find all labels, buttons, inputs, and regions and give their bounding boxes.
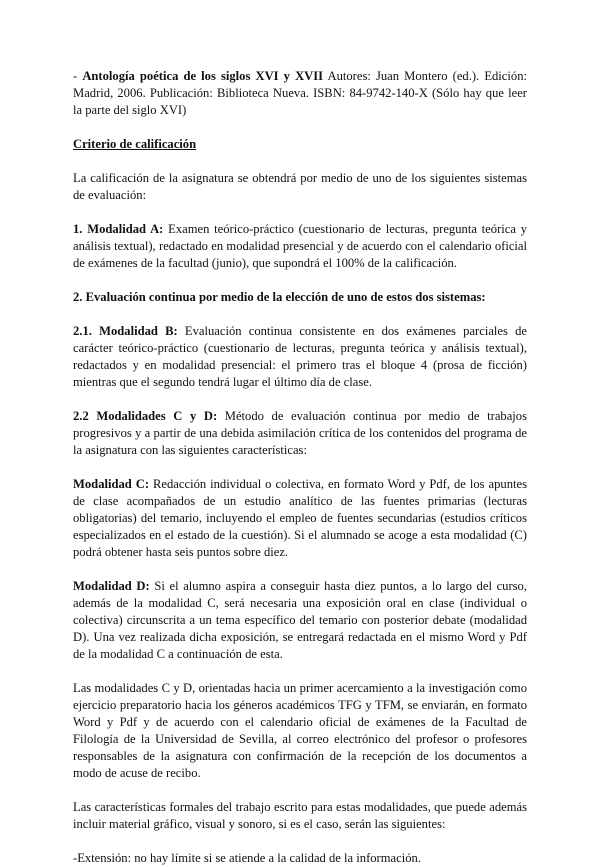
bibliography-dash: -	[73, 69, 83, 83]
modalidades-cd-paragraph	[73, 408, 527, 459]
modalidad-a-text: Examen teórico-práctico (cuestionario de lecturas, pregunta teórica y análisis textual), redactado en modalidad presencial y de acuerdo con el calendario oficial de exámenes de la facultad (junio), que supondrá el 100% de la calificación.	[73, 222, 527, 270]
modalidad-d-text: Si el alumno aspira a conseguir hasta diez puntos, a lo largo del curso, además de la modalidad C, será necesaria una exposición oral en clase (individual o colectiva) circunscrita a un tema específico del temario con posterior debate (modalidad D). Una vez realizada dicha exposición, se entregará redactada en el mismo Word y Pdf de la modalidad C a continuación de esta.	[73, 579, 527, 661]
modalidad-b-paragraph	[73, 323, 527, 391]
modalidad-b-text: Evaluación continua consistente en dos exámenes parciales de carácter teórico-práctico (cuestionario de lecturas, pregunta teórica y análisis textual), redactados y en modalidad presencial: el primero tras el bloque 4 (prosa de ficción) mientras que el segundo tendrá lugar el último día de clase.	[73, 324, 527, 389]
modalidad-a-label: 1. Modalidad A:	[73, 222, 164, 236]
bibliography-entry	[73, 68, 527, 119]
modalidades-cd-text: Método de evaluación continua por medio de trabajos progresivos y a partir de una debida asimilación crítica de los contenidos del programa de la asignatura con las siguientes características:	[73, 409, 527, 457]
bibliography-details: Autores: Juan Montero (ed.). Edición: Madrid, 2006. Publicación: Biblioteca Nueva. ISBN: 84-9742-140-X (Sólo hay que leer la parte del siglo XVI)	[73, 69, 527, 117]
modalidad-c-paragraph	[73, 476, 527, 561]
modalidad-a-paragraph	[73, 221, 527, 272]
formal-characteristics-paragraph: Las características formales del trabajo escrito para estas modalidades, que puede además incluir material gráfico, visual y sonoro, si es el caso, serán las siguientes:	[73, 800, 527, 831]
modalidades-cd-delivery-paragraph: Las modalidades C y D, orientadas hacia un primer acercamiento a la investigación como ejercicio preparatorio hacia los géneros académicos TFG y TFM, se enviarán, en formato Word y Pdf y de acuerdo con el calendario oficial de exámenes de la Facultad de Filología de la Universidad de Sevilla, al correo electrónico del profesor o profesores responsables de la asignatura con confirmación de la recepción de los documentos a modo de acuse de recibo.	[73, 681, 527, 780]
modalidad-d-label: Modalidad D:	[73, 579, 150, 593]
bibliography-title: Antología poética de los siglos XVI y XVII	[82, 69, 324, 83]
criteria-heading: Criterio de calificación	[73, 137, 197, 151]
modalidad-b-label: 2.1. Modalidad B:	[73, 324, 178, 338]
modalidad-c-text: Redacción individual o colectiva, en formato Word y Pdf, de los apuntes de clase acompañados de un estudio analítico de las fuentes primarias (lecturas obligatorias) del temario, incluyendo el empleo de fuentes secundarias (estudios críticos especializados en el estado de la cuestión). Si el alumnado se acoge a esta modalidad (C) podrá obtener hasta seis puntos sobre diez.	[73, 477, 527, 559]
modalidades-cd-label: 2.2 Modalidades C y D:	[73, 409, 218, 423]
extension-line: -Extensión: no hay límite si se atiende a la calidad de la información.	[73, 851, 421, 865]
intro-paragraph: La calificación de la asignatura se obtendrá por medio de uno de los siguientes sistemas de evaluación:	[73, 171, 527, 202]
continuous-evaluation-heading: 2. Evaluación continua por medio de la elección de uno de estos dos sistemas:	[73, 290, 486, 304]
modalidad-d-paragraph	[73, 578, 527, 663]
modalidad-c-label: Modalidad C:	[73, 477, 150, 491]
